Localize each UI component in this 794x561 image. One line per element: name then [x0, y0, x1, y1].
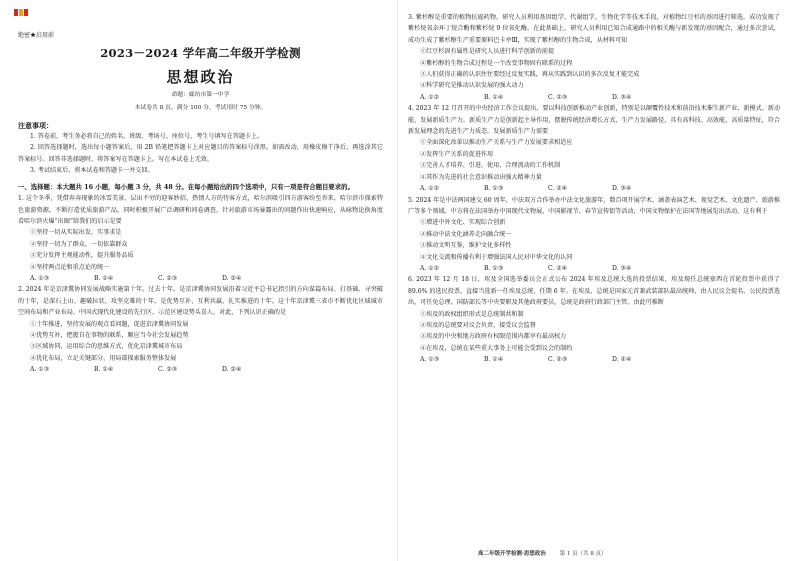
- answer-c: C. ②④: [548, 264, 568, 272]
- brand-logo: [14, 9, 28, 16]
- question-3: [408, 12, 780, 103]
- answer-c: C. ②④: [548, 185, 568, 193]
- question-option: ②优势互补，把握自在事物的联系，顺应当今社会发展趋势: [30, 332, 189, 339]
- right-page: [397, 0, 794, 561]
- answer-b: B. ①④: [484, 356, 504, 364]
- question-stem: 2. 2024 年是京津冀协同发展战略实施第十年。过去十年，是京津冀协同发展沿着习近平总书记指引的方向谋篇布局、打基础、寻突破的十年，是深石上山、趣破拉状、攻坚克难的十年，是优势互补、互利共赢、扎实推进的十年。这十年京津冀三省市不断优化区域城市空间布局和产业布局，中国式现代化建设的先行区、示范区建设势头喜人。对此，下列认识正确的是: [18, 286, 383, 317]
- answer-c: C. ②③: [158, 274, 178, 282]
- answer-a: A. ①③: [420, 356, 440, 364]
- answer-d: D. ②④: [222, 274, 242, 282]
- answer-choices: [18, 273, 383, 284]
- answer-d: D. ③④: [612, 185, 632, 193]
- answer-b: B. ①④: [94, 274, 114, 282]
- question-stem: 3. 紫杉醇是重要的植物抗癌药物。研究人员利用基因组学、代谢组学、生物化学等技术手段，对植物红豆杉的基因进行筛选，成功发现了紫杉烷氧杂环丁烷合酶和紫杉烷 9 位氧化酶。在此基础上，研究人员利用已知合成通路中的相关酶与新发现的基因配合，通过多次尝试，成功生成了紫杉醇生产重要原料巴卡亭Ⅲ，实现了紫杉醇的生物合成，从材料可知: [408, 14, 780, 44]
- note-item: 2. 回答选择题时，选出每小题答案后，用 2B 铅笔把答题卡上对应题目的答案标号涂黑。如需改动，用橡皮擦干净后，再选涂其它答案标号。回答非选择题时，将答案写在答题卡上。写在本试卷上无效。: [18, 144, 383, 163]
- question-option: ④文化交流和传播有利于增强法国人民对中华文化的认同: [420, 253, 573, 261]
- page-footer: [478, 549, 607, 557]
- question-option: ①红豆杉固有属性是研究人员进行科学创新的前提: [420, 48, 555, 56]
- question-option: ①坚持一切从实际出发，实事求是: [30, 229, 122, 237]
- question-option: ①全面深化改革以推动生产关系与生产力发展要求相适应: [420, 139, 573, 147]
- notes-heading: 注意事项：: [18, 121, 53, 130]
- answer-d: D. ②④: [222, 366, 242, 374]
- question-option: ③人们获得正确的认识往往要经过反复实践，再从实践到认识的多次反复才能完成: [420, 71, 640, 79]
- question-option: ③完善人才培养、引进、使用、合理流动的工作机制: [420, 162, 561, 170]
- answer-b: B. ①④: [94, 366, 114, 374]
- answer-c: C. ②③: [548, 356, 568, 364]
- answer-choices: [408, 92, 780, 103]
- answer-c: C. ②③: [158, 366, 178, 374]
- question-option: ③区域协同，运用综合的思维方式，优化京津冀城市布局: [30, 343, 183, 351]
- question-option: ④其作为先进的社会意识推动出强大精神力量: [420, 173, 542, 181]
- question-6: [408, 274, 780, 365]
- exam-subject: 思想政治: [166, 68, 235, 86]
- answer-choices: [408, 354, 780, 365]
- note-item: 1. 答卷前，考生务必将自己的姓名、班级、考场号、座位号、考生号填写在答题卡上。: [30, 133, 264, 140]
- question-option: ③推动文明互鉴，维护文化多样性: [420, 242, 512, 250]
- answer-b: B. ①③: [484, 185, 504, 193]
- answer-a: A. ①②: [420, 93, 440, 101]
- question-stem: 4. 2023 年 12 月召开的中央经济工作会议提出，要以科技创新推动产业创新，特别是以颠覆性技术和前沿技术催生新产业、新模式、新动能，发展新质生产力。新质生产力是创新起主导作用，摆脱传统经济增长方式、生产力发展路径，具有高科技、高效能、高质量特征，符合新发展理念的先进生产力质态。发展新质生产力需要: [408, 105, 780, 136]
- question-option: ②坚持一切为了群众，一切依靠群众: [30, 240, 128, 248]
- answer-d: D. ②④: [612, 356, 632, 364]
- exam-title: 2023－2024 学年高二年级开学检测: [100, 46, 301, 60]
- question-stem: 5. 2024 年是中法两国建交 60 周年，中法双方合作举办中法文化旅游年，数百项开展学术、涵盖表演艺术、视觉艺术、文化遗产、旅游推广等多个领域。中方将在法国举办中国现代文物展、中国影视节、春节宣传街等活动，中国文物保护在法国等地展览出活动，这有利于: [408, 196, 780, 215]
- question-2: [18, 284, 383, 375]
- question-stem: 1. 这个冬季，凭借奔奔现象的冰雪美景、层出不穷的迎客妙招、热情人方的待客方式，哈尔滨吸引四方游客纷至沓来。哈尔滨市探索特色旅游资源，不断打造优质旅游产品，同时积极开展广泛调研和问卷调查，针对旅游市场暴露出的问题作出快速响应，从咏物论换角度看哈尔滨火爆“出圈”给我们的启示是要: [18, 195, 383, 225]
- answer-d: D. ③④: [612, 264, 632, 272]
- question-4: [408, 103, 780, 194]
- exam-info: 本试卷共 8 页，满分 100 分，考试用时 75 分钟。: [134, 105, 267, 111]
- question-option: ④科学研究是推动认识发展的强大动力: [420, 82, 524, 90]
- question-option: ④坚持两点论和重点论的统一: [30, 263, 110, 271]
- answer-choices: [18, 364, 383, 375]
- answer-d: D. ③④: [612, 93, 632, 101]
- exam-author: 命题：廊坊市第一中学: [171, 92, 230, 98]
- section-heading: 一、选择题：本大题共 16 小题，每小题 3 分，共 48 分。在每小题给出的四个选项中，只有一项是符合题目要求的。: [18, 182, 354, 191]
- question-option: ③充分发挥主观能动性，提升服务品质: [30, 252, 134, 260]
- answer-choices: [408, 263, 780, 274]
- answer-a: A. ①②: [420, 185, 440, 193]
- answer-a: A. ①②: [420, 264, 440, 272]
- footer-page-number: 第 1 页（共 8 页）: [559, 551, 607, 557]
- question-option: ②推动中法文化涵养走向融合统一: [420, 230, 512, 238]
- question-option: ②发挥生产关系的促进作用: [420, 150, 494, 158]
- answer-b: B. ①④: [484, 93, 504, 101]
- answer-choices: [408, 183, 780, 194]
- question-option: ③埃及的中央和地方政府有权限范围内都享有最高权力: [420, 333, 567, 341]
- question-option: ①埃及的政权组织形式是总统制共和制: [420, 310, 524, 318]
- answer-b: B. ①③: [484, 264, 504, 272]
- question-option: ④优化布局，立足关键部分，用局部探索服务整体发展: [30, 354, 177, 362]
- answer-a: A. ①③: [30, 274, 50, 282]
- question-option: ①增进中外文化、实现综合创新: [420, 219, 506, 227]
- question-option: ②埃及的总统要对议会负责，接受议会监督: [420, 321, 536, 329]
- answer-c: C. ②③: [548, 93, 568, 101]
- question-option: ①十年推进，坚持发展的观点看问题，促进京津冀协同发展: [30, 320, 189, 328]
- question-option: ②紫杉醇的生物合成过程是一个改变事物固有联系的过程: [420, 59, 573, 67]
- footer-label: 高二年级开学检测·思想政治: [478, 551, 546, 557]
- question-1: [18, 193, 383, 284]
- secret-label: 绝密★启用前: [18, 32, 55, 39]
- question-5: [408, 195, 780, 275]
- question-option: ④在埃及，总统在某些重大事务上可能会受到议会的制约: [420, 344, 573, 352]
- answer-a: A. ①③: [30, 366, 50, 374]
- note-item: 3. 考试结束后，将本试卷和答题卡一并交回。: [30, 167, 154, 175]
- question-stem: 6. 2023 年 12 月 18 日，埃及全国选举委员会正式公布 2024 年埃及总统大选的投票结果，埃及现任总统塞西在首轮投票中获得了 89.6% 的选民投票，直接当选新一任埃及总统，任期 6 年。在埃及，总统是国家元首兼武装部队最高统帅，由人民议会提名、公民投票选出，可任免总理、国防部长等中央要职及其他政府要员，总统是政府行政部门主管。由此可推断: [408, 276, 780, 307]
